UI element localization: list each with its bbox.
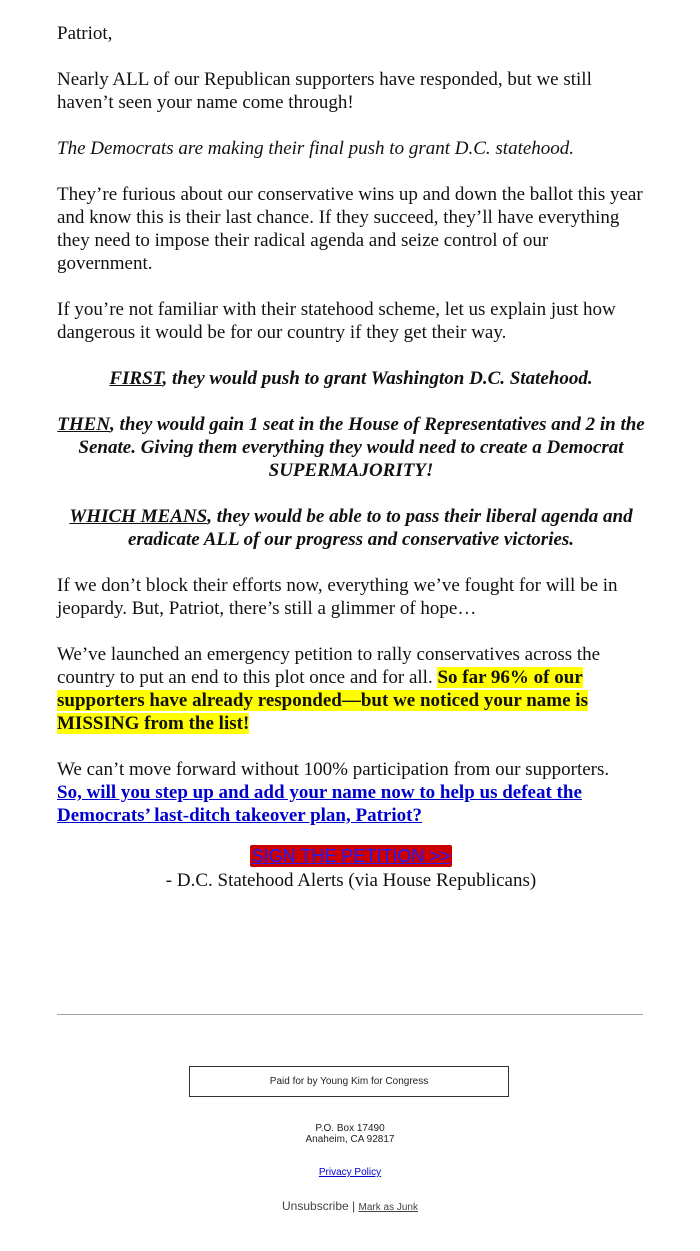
address-line-2: Anaheim, CA 92817 <box>305 1134 395 1145</box>
unsubscribe-link[interactable]: Unsubscribe <box>282 1199 349 1213</box>
paid-for-box: Paid for by Young Kim for Congress <box>189 1066 509 1097</box>
step-which-means <box>57 505 645 551</box>
petition-text: We’ve launched an emergency petition to rally conservatives across the country to put an end to this plot once and for all. <box>57 644 601 688</box>
mark-as-junk-link[interactable]: Mark as Junk <box>358 1202 418 1213</box>
step-which-means-text: , they would be able to to pass their liberal agenda and eradicate ALL of our progress and conservative victories. <box>127 506 633 550</box>
add-name-link[interactable]: So, will you step up and add your name now to help us defeat the Democrats’ last-ditch takeover plan, Patriot? <box>57 782 582 826</box>
paragraph-intro: Nearly ALL of our Republican supporters have responded, but we still haven’t seen your name come through! <box>57 69 592 113</box>
step-then-text: , they would gain 1 seat in the House of Representatives and 2 in the Senate. Giving them everything they would need to create a Democrat SUPERMAJORITY! <box>78 414 645 481</box>
footer-divider <box>57 1014 643 1015</box>
highlighted-missing-text: So far 96% of our supporters have already responded—but we noticed your name is MISSING from the list! <box>57 667 588 734</box>
step-then <box>57 413 645 482</box>
italic-text: The Democrats are making their final push to grant D.C. statehood. <box>57 138 575 159</box>
paragraph-scheme: If you’re not familiar with their statehood scheme, let us explain just how dangerous it would be for our country if they get their way. <box>57 299 616 343</box>
paragraph-call-to-action <box>57 758 645 827</box>
participation-text: We can’t move forward without 100% participation from our supporters. <box>57 759 610 780</box>
paragraph-petition <box>57 643 645 735</box>
step-first-text: , they would push to grant Washington D.C. Statehood. <box>162 368 593 389</box>
mailing-address <box>0 1123 700 1145</box>
sign-petition-button[interactable]: SIGN THE PETITION >> <box>251 846 451 866</box>
step-then-lead: THEN <box>57 414 111 435</box>
signoff: - D.C. Statehood Alerts (via House Republicans) <box>165 870 537 891</box>
step-which-means-lead: WHICH MEANS <box>69 506 208 527</box>
privacy-policy-link[interactable]: Privacy Policy <box>318 1167 382 1178</box>
step-first-lead: FIRST <box>109 368 163 389</box>
button-row <box>57 845 645 869</box>
greeting: Patriot, <box>57 23 113 44</box>
address-line-1: P.O. Box 17490 <box>315 1123 385 1134</box>
email-body <box>57 22 645 915</box>
step-first <box>57 367 645 390</box>
paragraph-italic-headline <box>57 137 645 160</box>
privacy-row <box>0 1167 700 1178</box>
paragraph-furious: They’re furious about our conservative wins up and down the ballot this year and know this is their last chance. If they succeed, they’ll have everything they need to impose their radical agenda and seize control of our government. <box>57 184 643 274</box>
paragraph-hope: If we don’t block their efforts now, everything we’ve fought for will be in jeopardy. But, Patriot, there’s still a glimmer of hope… <box>57 575 618 619</box>
footer-separator: | <box>352 1199 356 1213</box>
unsubscribe-row <box>0 1199 700 1213</box>
